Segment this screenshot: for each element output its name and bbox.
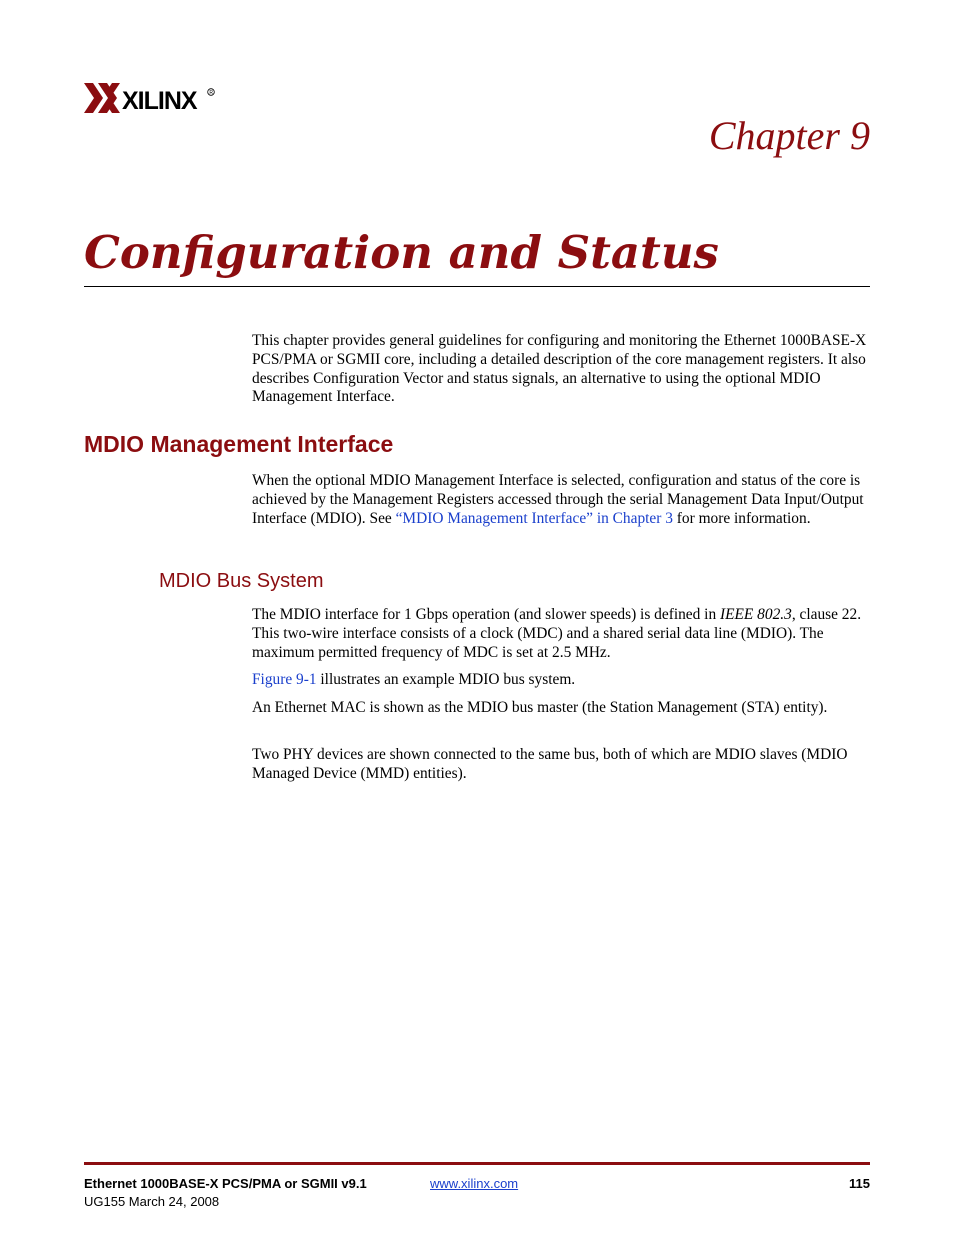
paragraph-text: for more information. — [672, 509, 811, 527]
svg-text:R: R — [209, 90, 214, 96]
footer-website-link[interactable]: www.xilinx.com — [430, 1176, 519, 1191]
paragraph-text: The MDIO interface for 1 Gbps operation (and slower speeds) is defined in — [252, 606, 720, 623]
intro-paragraph: This chapter provides general guidelines for configuring and monitoring the Ethernet 1000BASE-X PCS/PMA or SGMII core, including a detailed description of the core management registers. It also describes Configuration Vector and status signals, an alternative to using the optional MDIO Management Interface. — [252, 332, 867, 406]
xilinx-logo-mark-icon — [84, 80, 224, 120]
logo-text: XILINX — [122, 87, 197, 115]
page-title: Configuration and Status — [84, 226, 719, 279]
standard-reference: IEEE 802.3 — [720, 606, 792, 623]
paragraph-text: , clause 22. This two-wire interface consists of a clock (MDC) and a shared serial data line (MDIO). The maximum permitted frequency of MDC is set at 2.5 MHz. — [252, 606, 862, 661]
mdio-bus-paragraph-1 — [252, 606, 870, 662]
footer-divider — [84, 1162, 870, 1165]
figure-9-1-link[interactable]: Figure 9-1 — [252, 671, 317, 688]
mdio-management-paragraph — [252, 472, 870, 528]
mdio-bus-paragraph-2 — [252, 671, 870, 690]
section-heading-mdio-management: MDIO Management Interface — [84, 431, 394, 457]
footer-page-number: 115 — [849, 1176, 870, 1191]
title-divider — [84, 286, 870, 287]
paragraph-text: illustrates an example MDIO bus system. — [316, 671, 576, 688]
mdio-bus-paragraph-3: An Ethernet MAC is shown as the MDIO bus master (the Station Management (STA) entity). — [252, 699, 828, 716]
mdio-bus-paragraph-4: Two PHY devices are shown connected to the same bus, both of which are MDIO slaves (MDIO Managed Device (MMD) entities). — [252, 746, 848, 782]
chapter-label: Chapter 9 — [708, 113, 870, 158]
chapter3-link[interactable]: “MDIO Management Interface” in Chapter 3 — [395, 509, 673, 527]
subsection-heading-mdio-bus: MDIO Bus System — [159, 570, 324, 592]
footer-doc-title: Ethernet 1000BASE-X PCS/PMA or SGMII v9.1 — [84, 1176, 367, 1191]
footer-doc-id: UG155 March 24, 2008 — [84, 1194, 220, 1209]
xilinx-logo — [84, 80, 224, 120]
paragraph-text: When the optional MDIO Management Interface is selected, configuration and status of the core is achieved by the Management Registers accessed through the serial Management Data Input/Output Interface (MDIO). See — [252, 472, 864, 527]
